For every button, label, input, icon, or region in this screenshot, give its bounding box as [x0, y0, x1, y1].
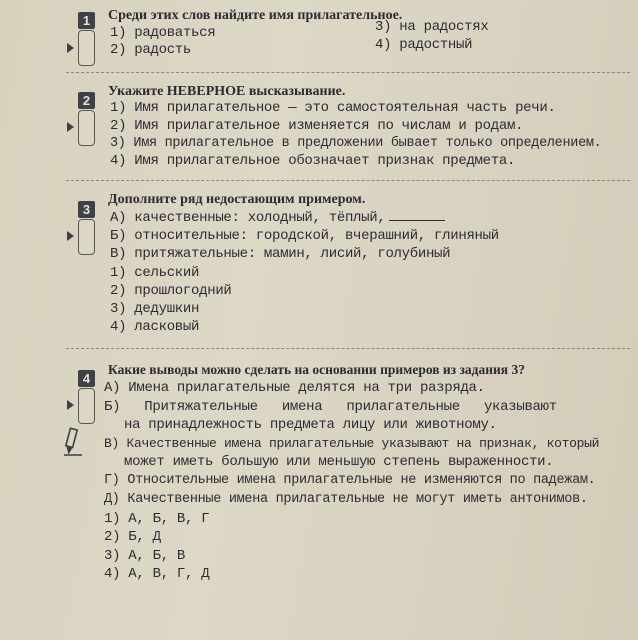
- answer-option: 2) радость: [110, 42, 192, 58]
- task-question: Какие выводы можно сделать на основании примеров из задания 3?: [108, 362, 525, 377]
- answer-option: 1) А, Б, В, Г: [104, 511, 210, 527]
- task-question: Укажите НЕВЕРНОЕ высказывание.: [108, 84, 346, 99]
- divider: [66, 180, 630, 181]
- arrow-right-icon: [67, 122, 74, 132]
- answer-option: 1) радоваться: [110, 25, 216, 41]
- answer-box[interactable]: [78, 30, 95, 66]
- statement-text: А) качественные: холодный, тёплый,: [110, 210, 386, 226]
- statement: В) притяжательные: мамин, лисий, голубиный: [110, 246, 451, 262]
- task-number-badge: 3: [78, 201, 95, 218]
- statement: Б) относительные: городской, вчерашний, глиняный: [110, 228, 499, 244]
- statement: А) Имена прилагательные делятся на три разряда.: [104, 380, 485, 396]
- task-number-badge: 4: [78, 370, 95, 387]
- answer-option: 1) сельский: [110, 265, 200, 281]
- arrow-right-icon: [67, 43, 74, 53]
- answer-option: 4) радостный: [375, 37, 473, 53]
- answer-option: 3) А, Б, В: [104, 548, 186, 564]
- statement: может иметь большую или меньшую степень выраженности.: [124, 454, 554, 470]
- statement: Г) Относительные имена прилагательные не изменяются по падежам.: [104, 473, 596, 488]
- statement: Б) Притяжательные имена прилагательные указывают: [104, 399, 557, 415]
- statement: на принадлежность предмета лицу или животному.: [124, 417, 497, 433]
- task-number-badge: 2: [78, 92, 95, 109]
- answer-option: 3) Имя прилагательное в предложении бывает только определением.: [110, 136, 602, 151]
- answer-option: 3) дедушкин: [110, 301, 200, 317]
- answer-option: 4) Имя прилагательное обозначает признак предмета.: [110, 153, 516, 169]
- answer-option: 2) Имя прилагательное изменяется по числам и родам.: [110, 118, 524, 134]
- answer-box[interactable]: [78, 388, 95, 424]
- statement: В) Качественные имена прилагательные указывают на признак, который: [104, 436, 600, 451]
- answer-option: 4) А, В, Г, Д: [104, 566, 210, 582]
- task-question: Дополните ряд недостающим примером.: [108, 192, 366, 207]
- answer-box[interactable]: [78, 110, 95, 146]
- blank-line: [389, 210, 445, 221]
- answer-option: 4) ласковый: [110, 319, 200, 335]
- arrow-right-icon: [67, 231, 74, 241]
- answer-option: 2) Б, Д: [104, 529, 161, 545]
- answer-option: 2) прошлогодний: [110, 283, 232, 299]
- answer-box[interactable]: [78, 219, 95, 255]
- answer-option: 3) на радостях: [375, 19, 489, 35]
- task-question: Среди этих слов найдите имя прилагательное.: [108, 8, 403, 23]
- statement: Д) Качественные имена прилагательные не могут иметь антонимов.: [104, 492, 588, 507]
- answer-option: 1) Имя прилагательное — это самостоятельная часть речи.: [110, 100, 556, 116]
- divider: [66, 72, 630, 73]
- task-number-badge: 1: [78, 12, 95, 29]
- arrow-right-icon: [67, 400, 74, 410]
- pencil-icon: [62, 427, 84, 457]
- statement: [110, 210, 445, 226]
- divider: [66, 348, 630, 349]
